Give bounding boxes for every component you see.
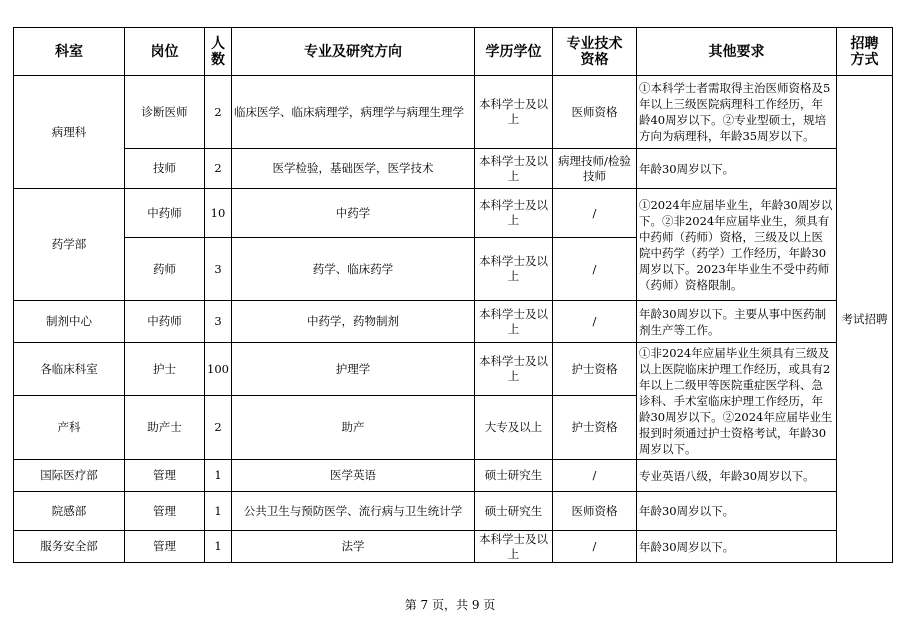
cell-position: 管理 [125,492,205,531]
cell-qualification: 医师资格 [552,492,636,531]
cell-requirement: ①非2024年应届毕业生须具有三级及以上医院临床护理工作经历，或具有2年以上二级甲等医院重症医学科、急诊科、手术室临床护理工作经历，年龄30周岁以下。②2024年应届毕业生报到时须通过护士资格考试，年龄30周岁以下。 [636,343,836,460]
cell-requirement: 年龄30周岁以下。 [636,531,836,563]
cell-requirement: 年龄30周岁以下。 [636,492,836,531]
cell-position: 中药师 [125,189,205,238]
cell-dept: 药学部 [14,189,125,301]
page-footer: 第 7 页，共 9 页 [404,598,496,612]
cell-count: 1 [205,531,232,563]
cell-degree: 本科学士及以上 [474,301,552,343]
cell-count: 1 [205,492,232,531]
cell-qualification: 护士资格 [552,396,636,460]
cell-position: 管理 [125,460,205,492]
cell-count: 3 [205,301,232,343]
cell-position: 中药师 [125,301,205,343]
cell-major: 药学、临床药学 [231,238,474,301]
cell-major: 助产 [231,396,474,460]
table-row [14,76,893,149]
cell-count: 2 [205,76,232,149]
table-row [14,149,893,189]
cell-position: 诊断医师 [125,76,205,149]
cell-count: 3 [205,238,232,301]
cell-requirement: 年龄30周岁以下。 [636,149,836,189]
cell-degree: 本科学士及以上 [474,238,552,301]
table-row [14,301,893,343]
cell-position: 助产士 [125,396,205,460]
cell-count: 1 [205,460,232,492]
cell-major: 医学检验，基础医学，医学技术 [231,149,474,189]
cell-position: 技师 [125,149,205,189]
cell-major: 法学 [231,531,474,563]
cell-recruit-method: 考试招聘 [836,76,892,563]
cell-count: 2 [205,396,232,460]
cell-requirement: 专业英语八级，年龄30周岁以下。 [636,460,836,492]
cell-degree: 本科学士及以上 [474,189,552,238]
cell-qualification: 病理技师/检验技师 [552,149,636,189]
cell-requirement: ①本科学士者需取得主治医师资格及5年以上三级医院病理科工作经历，年龄40周岁以下。②专业型硕士，规培方向为病理科，年龄35周岁以下。 [636,76,836,149]
cell-degree: 本科学士及以上 [474,343,552,396]
cell-qualification: / [552,531,636,563]
cell-dept: 院感部 [14,492,125,531]
cell-degree: 本科学士及以上 [474,531,552,563]
cell-degree: 本科学士及以上 [474,76,552,149]
cell-count: 10 [205,189,232,238]
cell-degree: 大专及以上 [474,396,552,460]
cell-requirement: 年龄30周岁以下。主要从事中医药制剂生产等工作。 [636,301,836,343]
cell-qualification: / [552,189,636,238]
recruitment-table [13,27,893,563]
header-count: 人数 [205,28,232,76]
cell-major: 护理学 [231,343,474,396]
cell-dept: 病理科 [14,76,125,189]
cell-major: 公共卫生与预防医学、流行病与卫生统计学 [231,492,474,531]
cell-dept: 国际医疗部 [14,460,125,492]
cell-major: 医学英语 [231,460,474,492]
cell-position: 管理 [125,531,205,563]
cell-position: 药师 [125,238,205,301]
cell-qualification: / [552,460,636,492]
cell-qualification: 医师资格 [552,76,636,149]
cell-position: 护士 [125,343,205,396]
cell-dept: 产科 [14,396,125,460]
cell-degree: 硕士研究生 [474,460,552,492]
cell-dept: 各临床科室 [14,343,125,396]
header-recruit: 招聘方式 [836,28,892,76]
header-major: 专业及研究方向 [231,28,474,76]
header-other: 其他要求 [636,28,836,76]
table-row [14,460,893,492]
cell-count: 100 [205,343,232,396]
cell-requirement: ①2024年应届毕业生，年龄30周岁以下。②非2024年应届毕业生，须具有中药师（药师）资格，三级及以上医院中药学（药学）工作经历，年龄30周岁以下。2023年毕业生不受中药师（药师）资格限制。 [636,189,836,301]
table-row [14,189,893,238]
cell-degree: 本科学士及以上 [474,149,552,189]
table-row [14,343,893,396]
cell-dept: 制剂中心 [14,301,125,343]
header-row [14,28,893,76]
cell-qualification: / [552,238,636,301]
cell-qualification: / [552,301,636,343]
cell-dept: 服务安全部 [14,531,125,563]
header-position: 岗位 [125,28,205,76]
header-degree: 学历学位 [474,28,552,76]
cell-major: 中药学，药物制剂 [231,301,474,343]
cell-major: 中药学 [231,189,474,238]
cell-qualification: 护士资格 [552,343,636,396]
cell-major: 临床医学、临床病理学，病理学与病理生理学 [231,76,474,149]
cell-degree: 硕士研究生 [474,492,552,531]
table-row [14,531,893,563]
table-row [14,492,893,531]
header-qualification: 专业技术资格 [552,28,636,76]
header-dept: 科室 [14,28,125,76]
cell-count: 2 [205,149,232,189]
